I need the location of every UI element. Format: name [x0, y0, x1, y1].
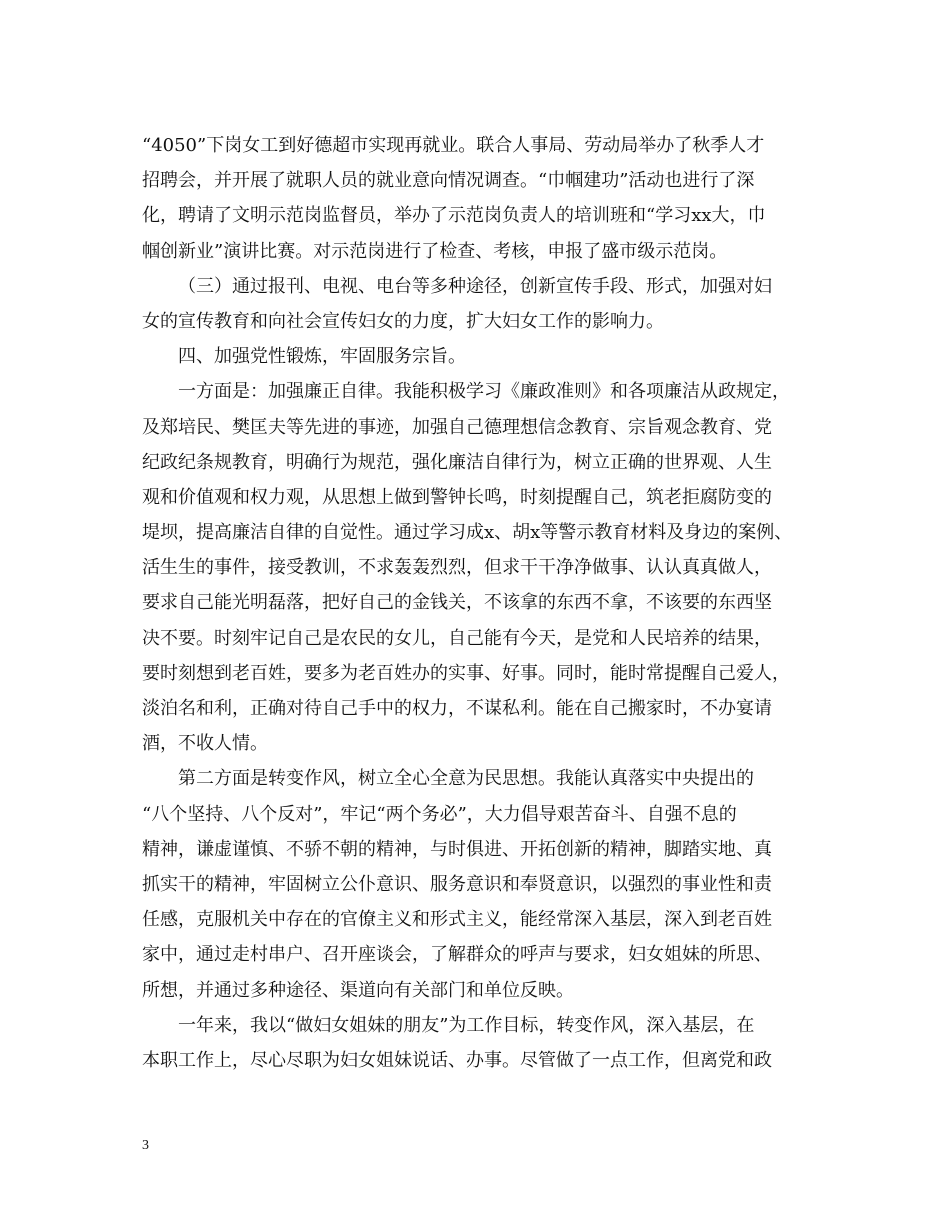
page-number: 3	[142, 1138, 149, 1153]
text-line: 家中，通过走村串户、召开座谈会，了解群众的呼声与要求，妇女姐妹的所思、	[142, 944, 772, 966]
text-line: 堤坝，提高廉洁自律的自觉性。通过学习成x、胡x等警示教育材料及身边的案例、	[142, 522, 793, 544]
text-line: 帼创新业”演讲比赛。对示范岗进行了检查、考核，申报了盛市级示范岗。	[142, 240, 728, 262]
text-line: “4050”下岗女工到好德超市实现再就业。联合人事局、劳动局举办了秋季人才	[142, 135, 765, 156]
text-line: （三）通过报刊、电视、电台等多种途径，创新宣传手段、形式，加强对妇	[178, 275, 772, 297]
text-line: 酒，不收人情。	[142, 733, 268, 755]
text-line: 活生生的事件，接受教训，不求轰轰烈烈，但求干干净净做事、认认真真做人，	[142, 557, 772, 579]
text-line: 本职工作上，尽心尽职为妇女姐妹说话、办事。尽管做了一点工作，但离党和政	[142, 1049, 772, 1071]
text-line: 观和价值观和权力观，从思想上做到警钟长鸣，时刻提醒自己，筑老拒腐防变的	[142, 486, 772, 508]
text-line: 招聘会，并开展了就职人员的就业意向情况调查。“巾帼建功”活动也进行了深	[142, 170, 755, 192]
text-line: 第二方面是转变作风，树立全心全意为民思想。我能认真落实中央提出的	[178, 768, 754, 790]
text-line: 淡泊名和利，正确对待自己手中的权力，不谋私利。能在自己搬家时，不办宴请	[142, 698, 772, 719]
text-line: 精神，谦虚谨慎、不骄不朝的精神，与时俱进、开拓创新的精神，脚踏实地、真	[142, 838, 772, 860]
body-text	[142, 128, 832, 1078]
text-line: “八个坚持、八个反对”，牢记“两个务必”，大力倡导艰苦奋斗、自强不息的	[142, 803, 737, 825]
text-line: 化，聘请了文明示范岗监督员，举办了示范岗负责人的培训班和“学习xx大，巾	[142, 205, 766, 227]
text-line: 要时刻想到老百姓，要多为老百姓办的实事、好事。同时，能时常提醒自己爱人，	[142, 662, 790, 684]
text-line: 一方面是：加强廉正自律。我能积极学习《廉政准则》和各项廉洁从政规定，	[178, 381, 790, 403]
text-line: 一年来，我以“做妇女姐妹的朋友”为工作目标，转变作风，深入基层，在	[178, 1014, 755, 1036]
text-line: 及郑培民、樊匡夫等先进的事迹，加强自己德理想信念教育、宗旨观念教育、党	[142, 416, 772, 438]
text-line: 女的宣传教育和向社会宣传妇女的力度，扩大妇女工作的影响力。	[142, 310, 664, 332]
text-line: 任感，克服机关中存在的官僚主义和形式主义，能经常深入基层，深入到老百姓	[142, 909, 772, 931]
text-line: 纪政纪条规教育，明确行为规范，强化廉洁自律行为，树立正确的世界观、人生	[142, 451, 772, 473]
text-line: 四、加强党性锻炼，牢固服务宗旨。	[178, 346, 466, 368]
text-line: 所想，并通过多种途径、渠道向有关部门和单位反映。	[142, 979, 574, 1001]
text-line: 决不要。时刻牢记自己是农民的女儿，自己能有今天，是党和人民培养的结果，	[142, 627, 772, 649]
text-line: 要求自己能光明磊落，把好自己的金钱关，不该拿的东西不拿，不该要的东西坚	[142, 592, 772, 614]
text-line: 抓实干的精神，牢固树立公仆意识、服务意识和奉贤意识，以强烈的事业性和责	[142, 873, 772, 895]
